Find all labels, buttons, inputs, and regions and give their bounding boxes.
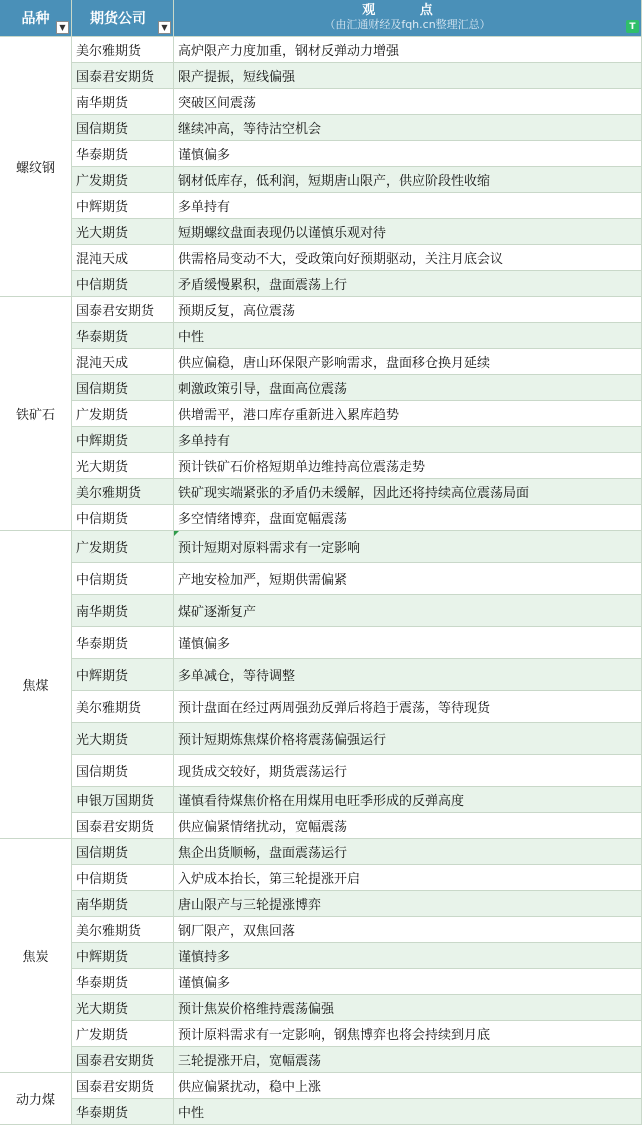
company-cell[interactable]: 中辉期货	[72, 659, 174, 691]
view-cell[interactable]: 铁矿现实端紧张的矛盾仍未缓解，因此还将持续高位震荡局面	[174, 479, 642, 505]
view-cell[interactable]: 三轮提涨开启，宽幅震荡	[174, 1047, 642, 1073]
company-cell[interactable]: 华泰期货	[72, 627, 174, 659]
header-category-cell[interactable]	[0, 0, 72, 37]
view-cell[interactable]: 多空情绪博弈，盘面宽幅震荡	[174, 505, 642, 531]
view-cell[interactable]: 多单持有	[174, 193, 642, 219]
view-cell[interactable]: 煤矿逐渐复产	[174, 595, 642, 627]
company-cell[interactable]: 国信期货	[72, 115, 174, 141]
view-cell[interactable]: 预期反复，高位震荡	[174, 297, 642, 323]
text-filter-icon[interactable]: T	[626, 20, 639, 33]
company-cell[interactable]: 华泰期货	[72, 141, 174, 167]
company-cell[interactable]: 广发期货	[72, 1021, 174, 1047]
view-cell[interactable]: 唐山限产与三轮提涨博弈	[174, 891, 642, 917]
view-cell[interactable]: 谨慎看待煤焦价格在用煤用电旺季形成的反弹高度	[174, 787, 642, 813]
view-cell[interactable]: 刺激政策引导，盘面高位震荡	[174, 375, 642, 401]
header-company-label: 期货公司	[90, 11, 146, 27]
view-cell[interactable]: 产地安检加严，短期供需偏紧	[174, 563, 642, 595]
view-cell[interactable]: 供增需平，港口库存重新进入累库趋势	[174, 401, 642, 427]
view-cell[interactable]: 中性	[174, 323, 642, 349]
company-cell[interactable]: 美尔雅期货	[72, 37, 174, 63]
company-cell[interactable]: 中辉期货	[72, 427, 174, 453]
view-cell[interactable]: 短期螺纹盘面表现仍以谨慎乐观对待	[174, 219, 642, 245]
company-cell[interactable]: 广发期货	[72, 401, 174, 427]
company-cell[interactable]: 国泰君安期货	[72, 63, 174, 89]
view-cell[interactable]: 供需格局变动不大，受政策向好预期驱动，关注月底会议	[174, 245, 642, 271]
category-cell[interactable]: 焦煤	[0, 531, 72, 839]
company-cell[interactable]: 混沌天成	[72, 349, 174, 375]
view-cell[interactable]: 继续冲高，等待沽空机会	[174, 115, 642, 141]
company-cell[interactable]: 光大期货	[72, 453, 174, 479]
view-cell[interactable]: 预计铁矿石价格短期单边维持高位震荡走势	[174, 453, 642, 479]
company-cell[interactable]: 南华期货	[72, 595, 174, 627]
view-cell[interactable]: 高炉限产力度加重，钢材反弹动力增强	[174, 37, 642, 63]
view-cell[interactable]: 多单持有	[174, 427, 642, 453]
company-cell[interactable]: 国泰君安期货	[72, 1073, 174, 1099]
company-cell[interactable]: 华泰期货	[72, 969, 174, 995]
company-cell[interactable]: 混沌天成	[72, 245, 174, 271]
company-cell[interactable]: 南华期货	[72, 891, 174, 917]
category-cell[interactable]: 螺纹钢	[0, 37, 72, 297]
view-cell[interactable]: 谨慎持多	[174, 943, 642, 969]
company-cell[interactable]: 中信期货	[72, 505, 174, 531]
view-cell[interactable]: 多单减仓，等待调整	[174, 659, 642, 691]
company-cell[interactable]: 美尔雅期货	[72, 479, 174, 505]
company-cell[interactable]: 中信期货	[72, 271, 174, 297]
company-cell[interactable]: 光大期货	[72, 219, 174, 245]
company-cell[interactable]: 美尔雅期货	[72, 917, 174, 943]
company-cell[interactable]: 国泰君安期货	[72, 297, 174, 323]
company-cell[interactable]: 国信期货	[72, 375, 174, 401]
company-cell[interactable]: 中信期货	[72, 865, 174, 891]
header-view-subtitle: （由汇通财经及fqh.cn整理汇总）	[324, 18, 491, 31]
view-cell[interactable]: 预计原料需求有一定影响，钢焦博弈也将会持续到月底	[174, 1021, 642, 1047]
category-cell[interactable]: 动力煤	[0, 1073, 72, 1125]
category-cell[interactable]: 焦炭	[0, 839, 72, 1073]
view-cell[interactable]: 供应偏紧扰动，稳中上涨	[174, 1073, 642, 1099]
company-cell[interactable]: 广发期货	[72, 531, 174, 563]
view-cell[interactable]: 预计盘面在经过两周强劲反弹后将趋于震荡，等待现货	[174, 691, 642, 723]
company-cell[interactable]: 中信期货	[72, 563, 174, 595]
header-category-label: 品种	[21, 11, 50, 27]
company-cell[interactable]: 中辉期货	[72, 943, 174, 969]
company-cell[interactable]: 光大期货	[72, 995, 174, 1021]
company-cell[interactable]: 国泰君安期货	[72, 813, 174, 839]
view-cell[interactable]: 预计短期炼焦煤价格将震荡偏强运行	[174, 723, 642, 755]
view-cell[interactable]: 突破区间震荡	[174, 89, 642, 115]
view-cell[interactable]: 中性	[174, 1099, 642, 1125]
company-cell[interactable]: 申银万国期货	[72, 787, 174, 813]
company-cell[interactable]: 美尔雅期货	[72, 691, 174, 723]
view-cell[interactable]: 矛盾缓慢累积，盘面震荡上行	[174, 271, 642, 297]
company-cell[interactable]: 中辉期货	[72, 193, 174, 219]
header-company-cell[interactable]	[72, 0, 174, 37]
company-cell[interactable]: 国信期货	[72, 839, 174, 865]
company-cell[interactable]: 华泰期货	[72, 323, 174, 349]
view-cell[interactable]: 现货成交较好，期货震荡运行	[174, 755, 642, 787]
header-view-title: 观 点	[362, 3, 453, 18]
company-cell[interactable]: 光大期货	[72, 723, 174, 755]
view-cell[interactable]: 谨慎偏多	[174, 141, 642, 167]
view-cell[interactable]: 钢材低库存，低利润，短期唐山限产，供应阶段性收缩	[174, 167, 642, 193]
view-cell[interactable]: 入炉成本抬长，第三轮提涨开启	[174, 865, 642, 891]
company-cell[interactable]: 国信期货	[72, 755, 174, 787]
view-cell[interactable]: 供应偏稳，唐山环保限产影响需求，盘面移仓换月延续	[174, 349, 642, 375]
company-cell[interactable]: 华泰期货	[72, 1099, 174, 1125]
view-cell[interactable]: 供应偏紧情绪扰动，宽幅震荡	[174, 813, 642, 839]
view-cell[interactable]: 预计焦炭价格维持震荡偏强	[174, 995, 642, 1021]
category-cell[interactable]: 铁矿石	[0, 297, 72, 531]
filter-dropdown-icon[interactable]: ▼	[158, 21, 171, 34]
view-cell[interactable]: 预计短期对原料需求有一定影响	[174, 531, 642, 563]
comment-indicator-icon[interactable]	[174, 531, 179, 536]
filter-dropdown-icon[interactable]: ▼	[56, 21, 69, 34]
view-cell[interactable]: 谨慎偏多	[174, 969, 642, 995]
header-view-cell[interactable]	[174, 0, 642, 37]
view-cell[interactable]: 谨慎偏多	[174, 627, 642, 659]
view-cell[interactable]: 限产提振，短线偏强	[174, 63, 642, 89]
company-cell[interactable]: 南华期货	[72, 89, 174, 115]
view-cell[interactable]: 钢厂限产，双焦回落	[174, 917, 642, 943]
company-cell[interactable]: 广发期货	[72, 167, 174, 193]
company-cell[interactable]: 国泰君安期货	[72, 1047, 174, 1073]
view-cell[interactable]: 焦企出货顺畅，盘面震荡运行	[174, 839, 642, 865]
